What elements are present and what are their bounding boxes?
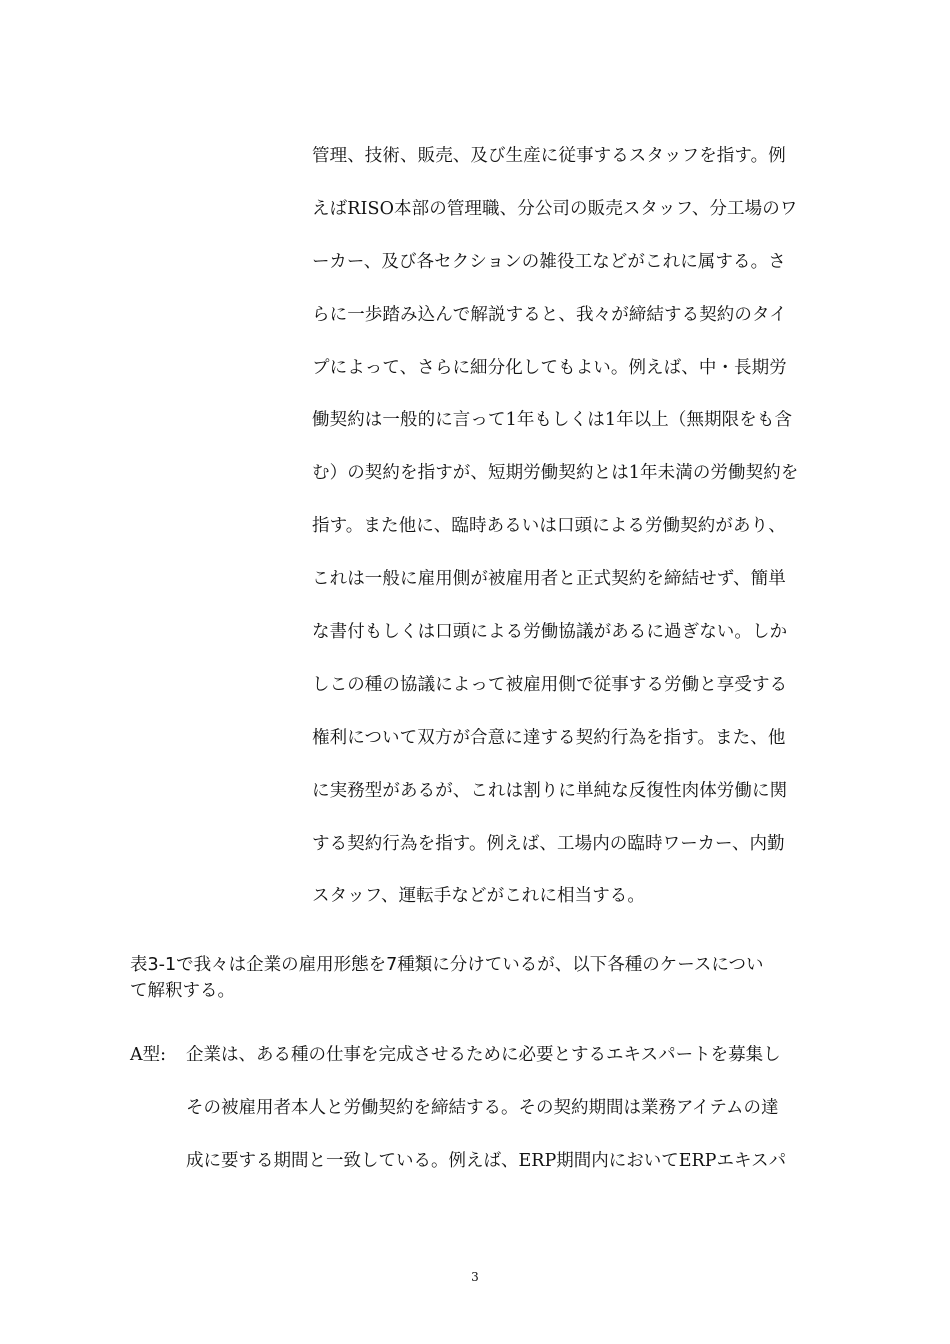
paragraph-line: 働契約は一般的に言って1年もしくは1年以上（無期限をも含 — [312, 410, 793, 431]
indented-paragraph — [312, 136, 852, 929]
type-a-first-line — [130, 1035, 850, 1088]
type-a-paragraph — [130, 1035, 850, 1194]
heading-line-1: 表3-1で我々は企業の雇用形態を7種類に分けているが、以下各種のケースについ — [130, 955, 764, 975]
paragraph-line: に実務型があるが、これは割りに単純な反復性肉体労働に関 — [312, 780, 788, 801]
type-a-line-3: 成に要する期間と一致している。例えば、ERP期間内においてERPエキスパ — [186, 1151, 787, 1171]
paragraph-line: ーカー、及び各セクションの雑役工などがこれに属する。さ — [312, 251, 786, 272]
paragraph-line: これは一般に雇用側が被雇用者と正式契約を締結せず、簡単 — [312, 569, 786, 590]
paragraph-line: えばRISO本部の管理職、分公司の販売スタッフ、分工場のワ — [312, 198, 798, 219]
paragraph-line: 権利について双方が合意に達する契約行為を指す。また、他 — [312, 727, 786, 748]
paragraph-line: 管理、技術、販売、及び生産に従事するスタッフを指す。例 — [312, 146, 786, 166]
type-a-line-1: 企業は、ある種の仕事を完成させるために必要とするエキスパートを募集し — [186, 1045, 781, 1065]
paragraph-line: 指す。また他に、臨時あるいは口頭による労働契約があり、 — [312, 516, 786, 537]
type-a-line-2: その被雇用者本人と労働契約を締結する。その契約期間は業務アイテムの達 — [186, 1098, 779, 1118]
paragraph-line: む）の契約を指すが、短期労働契約とは1年未満の労働契約を — [312, 463, 799, 484]
paragraph-line: らに一歩踏み込んで解説すると、我々が締結する契約のタイ — [312, 304, 787, 325]
page-number: 3 — [471, 1270, 479, 1284]
heading-line-2: て解釈する。 — [130, 981, 235, 1001]
paragraph-line: しこの種の協議によって被雇用側で従事する労働と享受する — [312, 674, 788, 695]
section-heading — [130, 952, 850, 1004]
paragraph-line: プによって、さらに細分化してもよい。例えば、中・長期労 — [312, 357, 787, 378]
paragraph-line: する契約行為を指す。例えば、工場内の臨時ワーカー、内勤 — [312, 833, 785, 854]
paragraph-line: な書付もしくは口頭による労働協議があるに過ぎない。しか — [312, 622, 788, 643]
paragraph-line: スタッフ、運転手などがこれに相当する。 — [312, 886, 645, 907]
type-a-label: A型: — [130, 1045, 167, 1065]
